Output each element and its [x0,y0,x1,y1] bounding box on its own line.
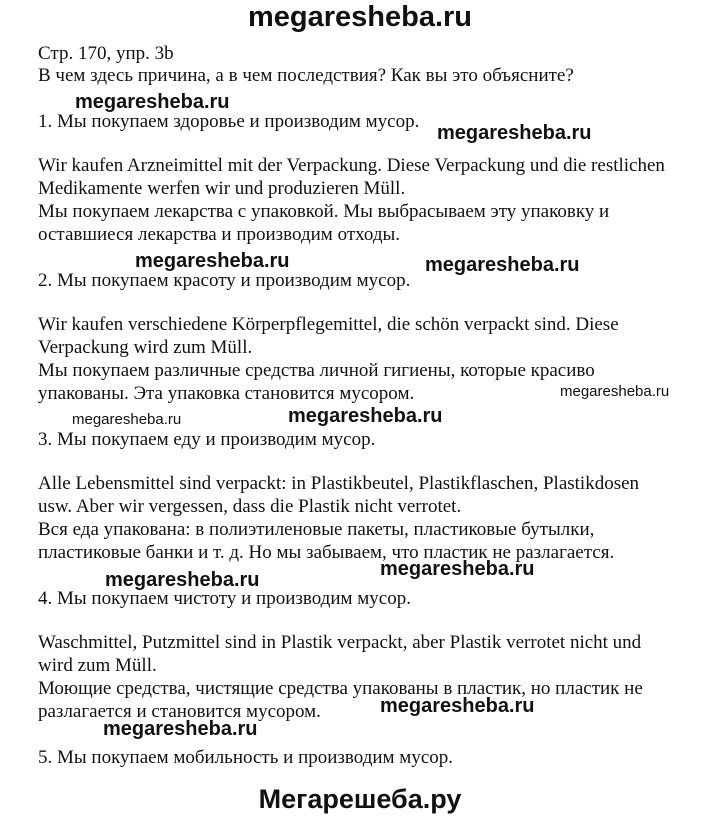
item-1-russian-line-1: Мы покупаем лекарства с упаковкой. Мы выбрасываем эту упаковку и [38,201,610,222]
watermark: megaresheba.ru [437,122,592,144]
item-2-german-line-1: Wir kaufen verschiedene Körperpflegemittel, die schön verpackt sind. Diese [38,314,619,335]
item-1-heading: 1. Мы покупаем здоровье и производим мусор. [38,111,420,132]
watermark: megaresheba.ru [135,250,290,272]
watermark: megaresheba.ru [288,405,443,427]
item-5-heading: 5. Мы покупаем мобильность и производим мусор. [38,747,454,768]
item-3-russian-line-1: Вся еда упакована: в полиэтиленовые пакеты, пластиковые бутылки, [38,519,595,540]
exercise-question: В чем здесь причина, а в чем последствия? Как вы это объясните? [38,65,574,86]
watermark: megaresheba.ru [103,718,258,740]
item-4-russian-line-1: Моющие средства, чистящие средства упакованы в пластик, но пластик не [38,678,643,699]
watermark: megaresheba.ru [380,558,535,580]
site-footer[interactable]: Мегарешеба.ру [258,784,462,814]
watermark: megaresheba.ru [72,411,182,428]
item-3-german-line-2: usw. Aber wir vergessen, dass die Plastik nicht verrotet. [38,496,462,517]
item-2-german-line-2: Verpackung wird zum Müll. [38,337,253,358]
watermark: megaresheba.ru [425,254,580,276]
item-2-russian-line-2: упакованы. Эта упаковка становится мусором. [38,383,415,404]
item-2-heading: 2. Мы покупаем красоту и производим мусор. [38,270,411,291]
site-header[interactable]: megaresheba.ru [247,1,473,33]
item-1-russian-line-2: оставшиеся лекарства и производим отходы. [38,224,401,245]
watermark: megaresheba.ru [75,91,230,113]
item-4-russian-line-2: разлагается и становится мусором. [38,701,321,722]
item-4-german-line-2: wird zum Müll. [38,655,157,676]
item-3-russian-line-2: пластиковые банки и т. д. Но мы забываем, что пластик не разлагается. [38,542,615,563]
exercise-reference: Стр. 170, упр. 3b [38,43,174,64]
item-4-german-line-1: Waschmittel, Putzmittel sind in Plastik verpackt, aber Plastik verrotet nicht und [38,632,642,653]
item-1-german-line-1: Wir kaufen Arzneimittel mit der Verpackung. Diese Verpackung und die restlichen [38,155,665,176]
watermark: megaresheba.ru [560,383,670,400]
item-3-german-line-1: Alle Lebensmittel sind verpackt: in Plastikbeutel, Plastikflaschen, Plastikdosen [38,473,640,494]
watermark: megaresheba.ru [105,569,260,591]
item-2-russian-line-1: Мы покупаем различные средства личной гигиены, которые красиво [38,360,595,381]
item-3-heading: 3. Мы покупаем еду и производим мусор. [38,429,376,450]
watermark: megaresheba.ru [380,695,535,717]
item-1-german-line-2: Medikamente werfen wir und produzieren Müll. [38,178,406,199]
item-4-heading: 4. Мы покупаем чистоту и производим мусор. [38,588,411,609]
